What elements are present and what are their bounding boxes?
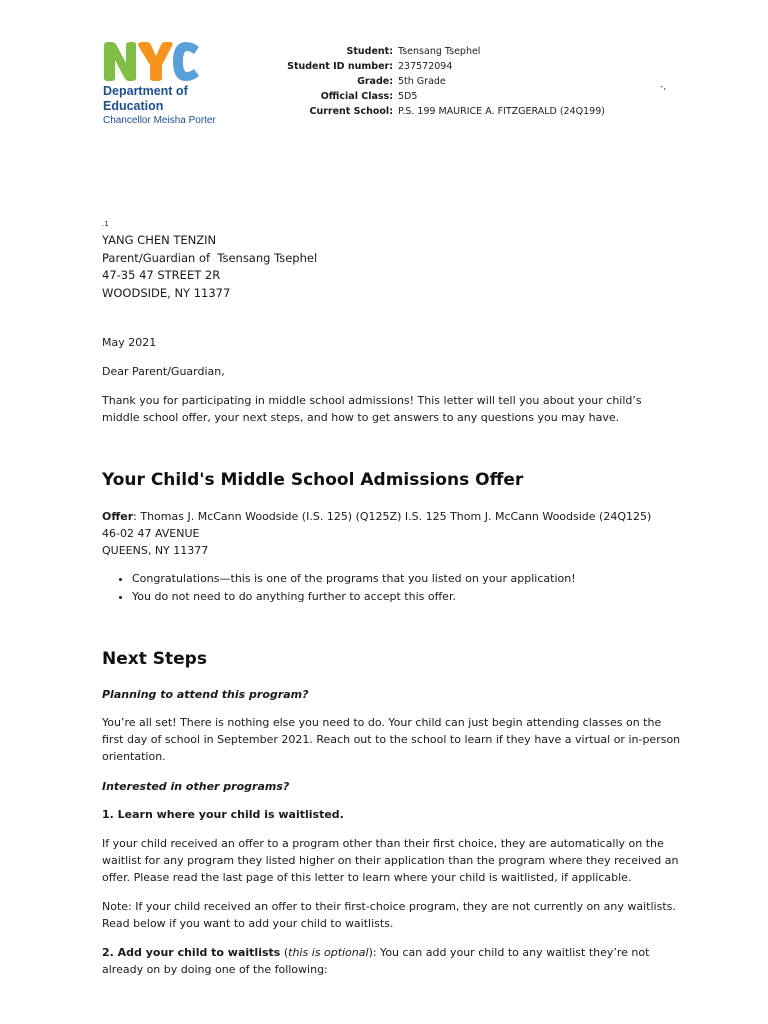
other-programs-subheading: Interested in other programs? bbox=[102, 780, 290, 793]
next-steps-heading: Next Steps bbox=[102, 649, 207, 669]
offer-address-line1: 46-02 47 AVENUE bbox=[102, 527, 200, 540]
step2-optional: this is optional bbox=[288, 946, 369, 959]
grade-label: Grade: bbox=[357, 76, 393, 87]
official-class-label: Official Class: bbox=[320, 91, 393, 102]
address-line1: YANG CHEN TENZIN bbox=[102, 233, 217, 247]
student-label: Student: bbox=[346, 46, 393, 57]
department-line2: Education bbox=[103, 99, 164, 113]
salutation: Dear Parent/Guardian, bbox=[102, 365, 225, 378]
student-value: Tsensang Tsephel bbox=[398, 46, 481, 57]
planning-subheading: Planning to attend this program? bbox=[102, 688, 309, 701]
department-line1: Department of bbox=[103, 84, 188, 98]
nyc-logo-icon bbox=[102, 41, 220, 83]
offer-details bbox=[102, 508, 682, 559]
nyc-doe-logo bbox=[102, 41, 242, 131]
step2-paragraph bbox=[102, 944, 682, 978]
list-item: • Congratulations—this is one of the programs that you listed on your application! bbox=[132, 570, 692, 588]
student-info bbox=[270, 44, 605, 119]
small-mark: .1 bbox=[102, 220, 109, 228]
student-id-value: 237572094 bbox=[398, 61, 453, 72]
offer-bullets bbox=[102, 570, 692, 605]
offer-label: Offer bbox=[102, 510, 134, 523]
step1-title: 1. Learn where your child is waitlisted. bbox=[102, 808, 344, 821]
current-school-label: Current School: bbox=[309, 106, 393, 117]
offer-heading: Your Child's Middle School Admissions Offer bbox=[102, 470, 524, 490]
chancellor-name: Chancellor Meisha Porter bbox=[103, 115, 216, 126]
step2-open: ( bbox=[280, 946, 289, 959]
planning-paragraph: You’re all set! There is nothing else you need to do. Your child can just begin attending classes on the first day of school in September 2021. Reach out to the school to learn if they have a virtual or in-person orientation. bbox=[102, 716, 681, 763]
step2-title: 2. Add your child to waitlists bbox=[102, 946, 281, 959]
list-item: • You do not need to do anything further to accept this offer. bbox=[132, 588, 692, 606]
student-id-label: Student ID number: bbox=[287, 61, 393, 72]
letter-date: May 2021 bbox=[102, 336, 157, 349]
address-line4: WOODSIDE, NY 11377 bbox=[102, 285, 231, 300]
address-line2: Parent/Guardian of Tsensang Tsephel bbox=[102, 250, 318, 265]
current-school-value: P.S. 199 MAURICE A. FITZGERALD (24Q199) bbox=[398, 106, 605, 117]
waitlist-paragraph: If your child received an offer to a program other than their first choice, they are automatically on the waitlist for any program they listed higher on their application than the program where they received an offer. Please read the last page of this letter to learn where your child is waitlisted, if applicable. bbox=[102, 837, 679, 884]
step2-rest: ): You can add your child to any waitlist they’re not already on by doing one of the following: bbox=[102, 946, 650, 976]
recipient-address bbox=[102, 232, 682, 302]
offer-address-line2: QUEENS, NY 11377 bbox=[102, 544, 209, 557]
note-paragraph: Note: If your child received an offer to their first-choice program, they are not currently on any waitlists. Read below if you want to add your child to waitlists. bbox=[102, 900, 676, 930]
margin-mark: -, bbox=[660, 82, 667, 92]
official-class-value: 5D5 bbox=[398, 91, 418, 102]
address-line3: 47-35 47 STREET 2R bbox=[102, 268, 221, 282]
grade-value: 5th Grade bbox=[398, 76, 446, 87]
offer-text: : Thomas J. McCann Woodside (I.S. 125) (Q125Z) I.S. 125 Thom J. McCann Woodside (24Q125) bbox=[133, 510, 652, 523]
intro-paragraph: Thank you for participating in middle school admissions! This letter will tell you about your child’s middle school offer, your next steps, and how to get answers to any questions you may have. bbox=[102, 394, 642, 424]
